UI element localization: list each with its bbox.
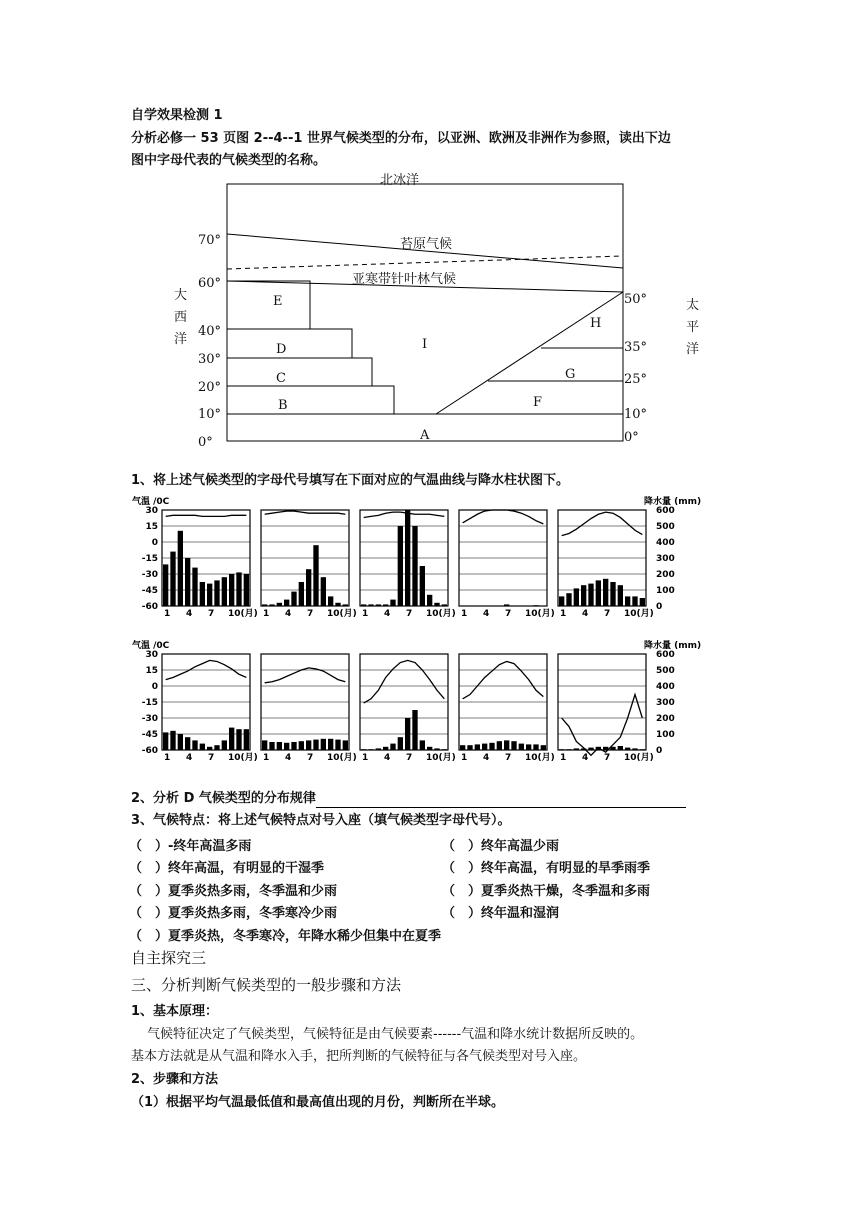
precip-bar	[328, 739, 333, 750]
month-tick: 1	[164, 609, 171, 619]
precip-tick: 600	[656, 506, 675, 516]
precip-bar	[574, 748, 579, 750]
option-left-3: （ ）夏季炎热多雨，冬季温和少雨	[129, 884, 338, 899]
precip-bar	[269, 604, 274, 606]
region-c: C	[276, 371, 286, 386]
option-right-1: （ ）终年高温少雨	[442, 839, 560, 854]
precip-bar	[566, 749, 571, 750]
precip-bar	[412, 526, 417, 606]
precip-bar	[269, 742, 274, 750]
precip-bar	[383, 747, 388, 750]
precip-bar	[596, 580, 601, 606]
precip-bar	[244, 729, 249, 750]
precip-bar	[192, 740, 197, 750]
precip-bar	[236, 572, 241, 606]
month-tick: 1	[560, 753, 567, 763]
month-tick: 4	[285, 753, 292, 763]
precip-bar	[533, 605, 538, 606]
precip-bar	[368, 749, 373, 750]
precip-bar	[625, 596, 630, 606]
precip-bar	[581, 585, 586, 606]
precip-bar	[475, 744, 480, 750]
region-g: G	[565, 367, 576, 382]
month-tick: 4	[582, 753, 589, 763]
step-1: （1）根据平均气温最低值和最高值出现的月份，判断所在半球。	[131, 1095, 505, 1110]
precip-tick: 300	[656, 554, 675, 564]
precip-bar	[214, 745, 219, 750]
precip-bar	[222, 740, 227, 750]
precip-bar	[588, 584, 593, 606]
temp-tick: -60	[141, 602, 158, 612]
temp-tick: -60	[141, 746, 158, 756]
precip-bar	[640, 749, 645, 750]
temp-axis-label: 气温 /0C	[132, 641, 170, 651]
precip-bar	[467, 745, 472, 750]
precip-bar	[632, 596, 637, 606]
month-tick: 1	[560, 609, 567, 619]
month-tick: 7	[505, 609, 512, 619]
precip-bar	[434, 603, 439, 606]
precip-bar	[566, 593, 571, 606]
month-tick: 7	[505, 753, 512, 763]
precip-bar	[207, 747, 212, 750]
precip-tick: 500	[656, 666, 675, 676]
precip-bar	[313, 545, 318, 606]
temp-curve	[562, 695, 643, 756]
precip-bar	[291, 592, 296, 606]
precip-bar	[222, 577, 227, 606]
region-e: E	[273, 294, 283, 309]
question-1: 1、将上述气候类型的字母代号填写在下面对应的气温曲线与降水柱状图下。	[131, 473, 570, 488]
option-right-3: （ ）夏季炎热干燥，冬季温和多雨	[442, 884, 651, 899]
precip-bar	[214, 580, 219, 606]
precip-bar	[588, 748, 593, 750]
answer-blank[interactable]	[316, 793, 686, 808]
precip-bar	[368, 604, 373, 606]
precip-bar	[291, 742, 296, 750]
precip-bar	[405, 510, 410, 606]
option-left-4: （ ）夏季炎热多雨，冬季寒冷少雨	[129, 906, 338, 921]
precip-tick: 300	[656, 698, 675, 708]
precip-bar	[482, 744, 487, 750]
precip-bar	[412, 710, 417, 750]
month-tick: 7	[208, 753, 215, 763]
temp-curve	[562, 512, 643, 535]
precip-tick: 600	[656, 650, 675, 660]
climate-charts	[128, 492, 704, 782]
month-tick: 1	[461, 753, 468, 763]
month-tick: 1	[263, 609, 270, 619]
precip-bar	[420, 566, 425, 606]
section-2-title: 自主探究三	[131, 949, 207, 967]
paragraph-2: 基本方法就是从气温和降水入手，把所判断的气候特征与各气候类型对号入座。	[131, 1049, 587, 1064]
precip-bar	[504, 740, 509, 750]
temp-curve	[166, 515, 247, 516]
precip-bar	[511, 741, 516, 750]
month-tick: 7	[208, 609, 215, 619]
option-left-5: （ ）夏季炎热，冬季寒冷，年降水稀少但集中在夏季	[129, 929, 442, 944]
lat-35-right: 35°	[624, 340, 648, 355]
precip-bar	[284, 600, 289, 606]
pacific-label: 太 平 洋	[686, 298, 700, 357]
precip-tick: 0	[656, 602, 663, 612]
question-2: 2、分析 D 气候类型的分布规律	[131, 790, 686, 808]
lat-50-right: 50°	[624, 292, 648, 307]
precip-bar	[427, 747, 432, 750]
temp-tick: -15	[141, 554, 158, 564]
precip-bar	[335, 603, 340, 606]
precip-bar	[229, 574, 234, 606]
precip-bar	[610, 582, 615, 606]
temp-curve	[463, 661, 544, 698]
precip-bar	[236, 729, 241, 750]
temp-tick: 0	[151, 682, 158, 692]
precip-bar	[361, 749, 366, 750]
intro-line-1: 分析必修一 53 页图 2--4--1 世界气候类型的分布，以亚洲、欧洲及非洲作为参照，读出下边	[131, 131, 671, 146]
precip-bar	[442, 749, 447, 750]
precip-bar	[405, 718, 410, 750]
precip-bar	[343, 604, 348, 606]
month-tick: 7	[604, 609, 611, 619]
section-title: 自学效果检测 1	[131, 108, 223, 123]
lat-25-right: 25°	[624, 372, 648, 387]
precip-bar	[376, 748, 381, 750]
precip-tick: 400	[656, 538, 675, 548]
temp-tick: -30	[141, 714, 158, 724]
month-tick: 10(月)	[327, 609, 357, 619]
precip-bar	[541, 745, 546, 750]
precip-bar	[306, 740, 311, 750]
precip-bar	[420, 740, 425, 750]
option-left-2: （ ）终年高温，有明显的干湿季	[129, 861, 325, 876]
precip-bar	[526, 744, 531, 750]
region-i: I	[422, 337, 428, 352]
temp-curve	[364, 660, 445, 703]
month-tick: 10(月)	[327, 753, 357, 763]
temp-axis-label: 气温 /0C	[132, 497, 170, 507]
precip-tick: 200	[656, 714, 675, 724]
paragraph-1: 气候特征决定了气候类型，气候特征是由气候要素------气温和降水统计数据所反映的。	[147, 1027, 644, 1042]
precip-bar	[244, 574, 249, 606]
temp-tick: -45	[141, 730, 158, 740]
precip-bar	[504, 604, 509, 606]
precip-bar	[398, 526, 403, 606]
precip-bar	[170, 552, 175, 606]
precip-bar	[497, 741, 502, 750]
arctic-label: 北冰洋	[380, 173, 420, 188]
month-tick: 10(月)	[426, 609, 456, 619]
precip-bar	[299, 741, 304, 750]
precip-bar	[229, 728, 234, 750]
month-tick: 4	[186, 753, 193, 763]
precip-bar	[185, 558, 190, 606]
temp-curve	[265, 511, 346, 514]
precip-bar	[343, 740, 348, 750]
precip-bar	[313, 740, 318, 750]
precip-tick: 500	[656, 522, 675, 532]
month-tick: 1	[362, 609, 369, 619]
precip-bar	[185, 737, 190, 750]
basic-principle: 1、基本原理：	[131, 1004, 219, 1019]
region-a: A	[420, 428, 430, 443]
month-tick: 10(月)	[525, 609, 555, 619]
month-tick: 10(月)	[228, 609, 258, 619]
month-tick: 10(月)	[228, 753, 258, 763]
precip-bar	[618, 585, 623, 606]
precip-bar	[390, 744, 395, 750]
precip-bar	[519, 744, 524, 750]
precip-bar	[178, 531, 183, 606]
option-left-1: （ ）-终年高温多雨	[129, 839, 252, 854]
region-b: B	[278, 398, 288, 413]
temp-curve	[364, 512, 445, 517]
atlantic-label: 大 西 洋	[174, 288, 188, 347]
month-tick: 4	[384, 609, 391, 619]
lat-0: 0°	[198, 435, 213, 450]
precip-bar	[361, 604, 366, 606]
precip-bar	[207, 584, 212, 606]
precip-bar	[163, 564, 168, 606]
lat-20: 20°	[198, 380, 222, 395]
month-tick: 10(月)	[624, 609, 654, 619]
precip-axis-label: 降水量 (mm)	[644, 641, 702, 651]
month-tick: 1	[362, 753, 369, 763]
month-tick: 1	[164, 753, 171, 763]
taiga-label: 亚寒带针叶林气候	[352, 272, 457, 287]
temp-tick: -15	[141, 698, 158, 708]
precip-bar	[306, 569, 311, 606]
precip-bar	[559, 596, 564, 606]
option-right-4: （ ）终年温和湿润	[442, 906, 560, 921]
precip-bar	[427, 595, 432, 606]
month-tick: 7	[406, 609, 413, 619]
month-tick: 10(月)	[525, 753, 555, 763]
intro-line-2: 图中字母代表的气候类型的名称。	[131, 153, 327, 168]
lat-10: 10°	[198, 407, 222, 422]
precip-bar	[460, 745, 465, 750]
precip-bar	[533, 744, 538, 750]
precip-bar	[335, 740, 340, 750]
precip-tick: 100	[656, 586, 675, 596]
month-tick: 10(月)	[426, 753, 456, 763]
precip-bar	[489, 743, 494, 750]
month-tick: 7	[307, 609, 314, 619]
temp-tick: 15	[145, 666, 158, 676]
region-h: H	[590, 316, 602, 331]
lat-10-right: 10°	[624, 407, 648, 422]
precip-bar	[383, 604, 388, 606]
month-tick: 4	[582, 609, 589, 619]
precip-bar	[321, 577, 326, 606]
precip-bar	[178, 734, 183, 750]
lat-0-right: 0°	[624, 430, 639, 445]
precip-bar	[200, 744, 205, 750]
precip-bar	[574, 588, 579, 606]
precip-bar	[390, 600, 395, 606]
lat-70: 70°	[198, 233, 222, 248]
precip-bar	[170, 731, 175, 750]
precip-bar	[398, 737, 403, 750]
month-tick: 10(月)	[624, 753, 654, 763]
temp-tick: 15	[145, 522, 158, 532]
month-tick: 7	[406, 753, 413, 763]
temp-tick: 30	[145, 650, 158, 660]
month-tick: 7	[307, 753, 314, 763]
precip-bar	[442, 604, 447, 606]
month-tick: 4	[186, 609, 193, 619]
temp-tick: -45	[141, 586, 158, 596]
precip-bar	[640, 598, 645, 606]
temp-tick: -30	[141, 570, 158, 580]
precip-bar	[328, 596, 333, 606]
precip-bar	[277, 603, 282, 606]
precip-bar	[625, 748, 630, 750]
precip-bar	[163, 732, 168, 750]
precip-bar	[559, 749, 564, 750]
month-tick: 4	[285, 609, 292, 619]
precip-bar	[618, 746, 623, 750]
precip-bar	[299, 582, 304, 606]
tundra-label: 苔原气候	[400, 237, 453, 252]
precip-bar	[262, 604, 267, 606]
month-tick: 4	[483, 753, 490, 763]
steps-heading: 2、步骤和方法	[131, 1072, 219, 1087]
precip-tick: 400	[656, 682, 675, 692]
lat-40: 40°	[198, 324, 222, 339]
month-tick: 1	[263, 753, 270, 763]
month-tick: 4	[384, 753, 391, 763]
month-tick: 7	[604, 753, 611, 763]
region-d: D	[276, 342, 287, 357]
section-2-heading: 三、分析判断气候类型的一般步骤和方法	[131, 976, 402, 994]
region-f: F	[533, 395, 543, 410]
precip-bar	[434, 748, 439, 750]
precip-tick: 200	[656, 570, 675, 580]
month-tick: 4	[483, 609, 490, 619]
precip-tick: 100	[656, 730, 675, 740]
precip-bar	[603, 579, 608, 606]
precip-bar	[277, 742, 282, 750]
precip-bar	[192, 568, 197, 606]
question-3: 3、气候特点：将上述气候特点对号入座（填气候类型字母代号）。	[131, 813, 511, 828]
precip-bar	[284, 743, 289, 750]
precip-bar	[200, 582, 205, 606]
temp-curve	[463, 510, 544, 524]
precip-bar	[632, 748, 637, 750]
precip-bar	[321, 739, 326, 750]
precip-bar	[262, 740, 267, 750]
precip-tick: 0	[656, 746, 663, 756]
option-right-2: （ ）终年高温，有明显的旱季雨季	[442, 861, 651, 876]
precip-axis-label: 降水量 (mm)	[644, 497, 702, 507]
precip-bar	[376, 604, 381, 606]
temp-tick: 0	[151, 538, 158, 548]
lat-30: 30°	[198, 352, 222, 367]
month-tick: 1	[461, 609, 468, 619]
temp-tick: 30	[145, 506, 158, 516]
lat-60: 60°	[198, 276, 222, 291]
